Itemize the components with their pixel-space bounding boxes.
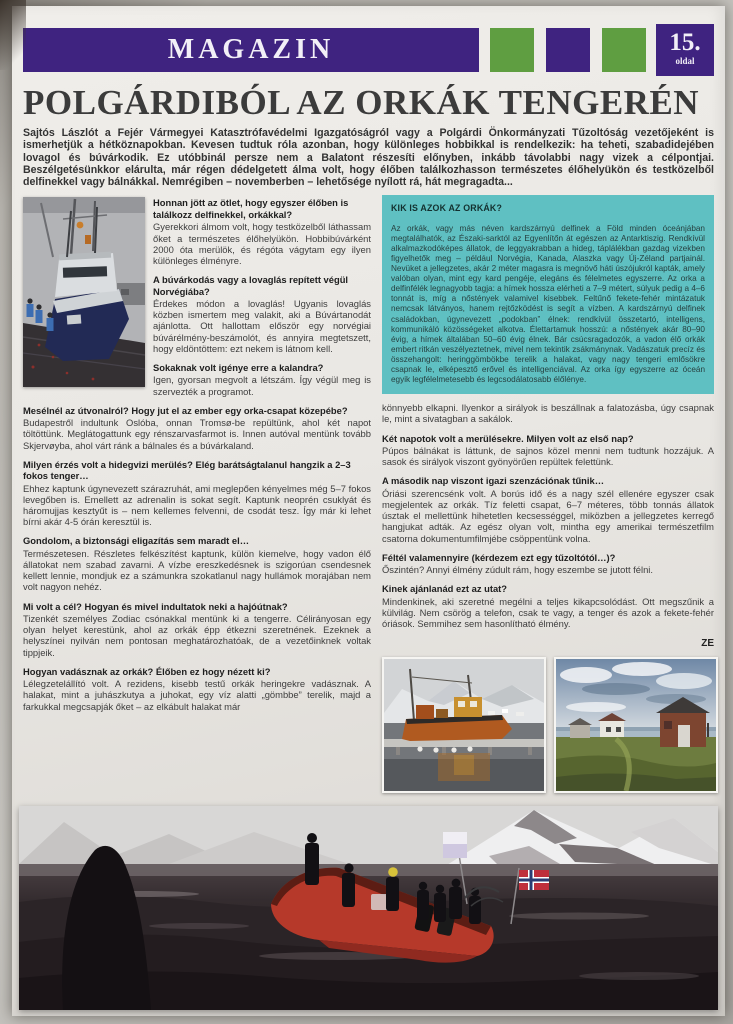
dock-boat-illustration xyxy=(23,197,145,387)
answer-continuation: könnyebb elkapni. Ilyenkor a sirályok is beszállnak a falatozásba, úgy csapnak le, mint a sivatagban a sakálok. xyxy=(382,402,714,425)
decor-square-green-2 xyxy=(602,28,646,72)
harbor-boat-illustration xyxy=(384,659,544,791)
landscape-photo xyxy=(554,657,718,793)
answer: Tizenkét személyes Zodiac csónakkal mentünk ki a tengerre. Célirányosan egy olyan helyet kerestünk, ahol az orkák épp étkezni szeretnének. Ezeknek a helyszínei nyilván nem pontosan meghatározhatóak, de a vezetőinknek voltak tippjeik. xyxy=(23,613,371,658)
page-number: 15. xyxy=(669,29,701,56)
article-title: POLGÁRDIBÓL AZ ORKÁK TENGERÉN xyxy=(23,83,700,122)
hero-photo xyxy=(19,806,718,1010)
photo-row xyxy=(382,657,714,793)
harbor-photo xyxy=(382,657,546,793)
question: Mi volt a cél? Hogyan és mivel indultatok neki a hajóútnak? xyxy=(23,600,288,612)
left-column xyxy=(23,195,371,792)
article-lead: Sajtós Lászlót a Fejér Vármegyei Katasztrófavédelmi Igazgatóságról vagy a Polgárdi Önkormányzati Tűzoltóság vezetőjeként is ismerhetjük a hétköznapokban. Kevesen tudtuk róla azonban, hogy különleges hobbikkal is rendelkezik: ha teheti, szabadidejében lovagol és búvárkodik. Ez utóbbinál persze nem a Balatont részesíti előnyben, inkább távolabbi nagy vizek a célpontjai. Beszélgetésünkkor elárulta, már régen dédelgetett álma volt, hogy élőben találkozhasson természetes élőhelyükön és testközelből delfinekkel vagy bálnákkal. Nemrégiben – novemberben – lehetősége nyílott rá, hát megragadta... xyxy=(23,127,714,189)
article-columns xyxy=(23,195,714,792)
infobox-heading: KIK IS AZOK AZ ORKÁK? xyxy=(391,203,503,214)
magazin-banner xyxy=(23,28,479,72)
question: A második nap viszont igazi szenzációnak tűnik… xyxy=(382,475,605,487)
norwegian-flag xyxy=(519,870,549,890)
page-header xyxy=(23,24,714,76)
answer: Igen, gyorsan megvolt a létszám. Így végül meg is szervezték a programot. xyxy=(153,374,371,397)
question: Honnan jött az ötlet, hogy egyszer élőben is találkozz delfinekkel, orkákkal? xyxy=(153,197,349,220)
coast-houses-illustration xyxy=(556,659,716,791)
sea-zodiac-orca-illustration xyxy=(19,806,718,1010)
question: A búvárkodás vagy a lovaglás repített végül Norvégiába? xyxy=(153,274,349,297)
question: Két napotok volt a merülésekre. Milyen volt az első nap? xyxy=(382,432,634,444)
answer: Őszintén? Annyi élmény zúdult rám, hogy eszembe se jutott félni. xyxy=(382,564,653,576)
answer: Gyerekkori álmom volt, hogy testközelből láthassam őket a természetes élőhelyükön. Hobbibúvárként 2000 óta merülök, és régóta vágytam egy ilyen különleges élményre. xyxy=(153,221,371,266)
answer: Óriási szerencsénk volt. A borús idő és a nagy szél ellenére egyszer csak megjelentek az orkák. Tíz feletti csapat, 6–7 méteres, több tonnás állatok úsztak el mellettünk hihetetlen kecsességgel, miközben a jellegzetes kerregő hangjukat adták. Az egész olyan volt, mintha egy amerikai természetfilm csatorna dokumentumfilmjébe csöppentünk volna. xyxy=(382,487,714,544)
question: Milyen érzés volt a hidegvizi merülés? Elég barátságtalanul hangzik a 2–3 fokos tenger… xyxy=(23,458,351,482)
page-number-box xyxy=(656,24,714,76)
author-byline: ZE xyxy=(701,638,714,650)
answer: Budapestről indultunk Oslóba, onnan Tromsø-be repültünk, ahol két napot töltöttünk. Meglátogattunk egy rénszarvasfarmot is. Innen autóval mentünk tovább Skjervøyba, ahol várt ránk a bálnales és a búvárkaland. xyxy=(23,417,371,451)
answer: Érdekes módon a lovaglás! Ugyanis lovaglás közben ismertem meg valakit, aki a Búvártanodát ajánlotta. Ott hallottam először egy norvégiai búvárélmény-beszámolót, és annyira megtetszett, hogy eldöntöttem: ezt nekem is látnom kell. xyxy=(153,297,371,354)
question: Féltél valamennyire (kérdezem ezt egy tűzoltótól…)? xyxy=(382,551,616,563)
answer: Ehhez kaptunk úgynevezett szárazruhát, ami meglepően kényelmes még 5–7 fokos levegőben is. Emellett az adrenalin is sokat segít. Kaptunk neoprén csuklyát és háromujjas kesztyűt is – nem kellemes felvenni, de csodát tesz. Így már ki lehet bírni akár 4-5 órán keresztül is. xyxy=(23,482,371,528)
right-column xyxy=(382,195,714,792)
answer: Mindenkinek, aki szeretné megélni a teljes kikapcsolódást. Ott megszűnik a külvilág. Nem csörög a telefon, csak te vagy, a tenger és azok a fekete-fehér óriások. Semmihez sem hasonlítható élmény. xyxy=(382,595,714,630)
decor-square-purple xyxy=(546,28,590,72)
question: Kinek ajánlanád ezt az utat? xyxy=(382,583,508,595)
infobox-body: Az orkák, vagy más néven kardszárnyú delfinek a Föld minden óceánjában megtalálhatók, az Északi-sarktól az Egyenlítőn át egészen az Antarktiszig. Rendkívül alkalmazkodóképes állatok, de leggyakrabban a hideg, táplálékban gazdag vizekben figyelhetők meg – például Norvégia, Kanada, Alaszka vagy Új-Zéland partjainál. Nevüket a jellegzetes, akár 2 méter magasra is megnövő háti úszójukról kapták, amely valóban olyan, mint egy kard pengéje, elegáns és félelmetes egyszerre. Az orka a delfinfélék legnagyobb tagja: a hímek hossza elérheti a 7–9 métert, súlyuk pedig a 4–6 tonnát is, míg a nőstények valamivel kisebbek. Feltűnő fekete-fehér mintázatuk nemcsak látványos, hanem rejtőzködést is segít a vízben. A kardszárnyú delfinek családokban, úgynevezett „podokban” élnek: rendkívül összetartó, intelligens, kommunikáló közösségeket alkotva. Élettartamuk hosszú: a nőstények akár 80–90 évig, a hímek általában 50–60 évig élnek. Bár csúcsragadozók, a vadon élő orkák embert ritkán veszélyeztetnek, mivel nem tekintik zsákmánynak. Vadászatuk precíz és összehangolt: heringgömbökbe terelik a halakat, vagy nagy tengeri emlősökre csapnak le, elképesztő erővel és intelligenciával. Az orka így egyszerre az óceán egyik legfélelmetesebb és legcsodálatosabb élőlénye. xyxy=(391,223,706,385)
dock-boat-photo xyxy=(23,197,145,387)
question: Hogyan vadásznak az orkák? Élőben ez hogy nézett ki? xyxy=(23,665,271,677)
scan-corner-shadow xyxy=(0,0,26,70)
answer: Púpos bálnákat is láttunk, de sajnos közel menni nem tudtunk hozzájuk. A sasok és sirályok viszont gyönyörűen repültek felettünk. xyxy=(382,445,714,468)
magazin-label: MAGAZIN xyxy=(167,34,335,65)
question: Gondolom, a biztonsági eligazítás sem maradt el… xyxy=(23,535,250,547)
answer: Lélegzetelállító volt. A rezidens, kisebb testű orkák heringekre vadásznak. A halakat, mint a juhászkutya a juhokat, egy víz alatti „gömbbe” terelik, majd a farkukkal megcsapják őket – az elkábult halakat már xyxy=(23,678,371,712)
decor-square-green-1 xyxy=(490,28,534,72)
question: Sokaknak volt igénye erre a kalandra? xyxy=(153,361,324,373)
magazine-page xyxy=(12,6,725,1016)
orca-infobox xyxy=(382,195,714,394)
page-number-label: oldal xyxy=(675,56,695,66)
answer: Természetesen. Részletes felkészítést kaptunk, külön kiemelve, hogy vadon élő állatokat nem szabad zavarni. A vízbe ereszkedésnek is szigorúan csendesnek kellett lennie, mondjuk ez a számunkra szokatlanul nagy hullámok morajában nem volt nagyon nehéz. xyxy=(23,547,371,593)
question: Mesélnél az útvonalról? Hogy jut el az ember egy orka-csapat közepébe? xyxy=(23,404,348,416)
